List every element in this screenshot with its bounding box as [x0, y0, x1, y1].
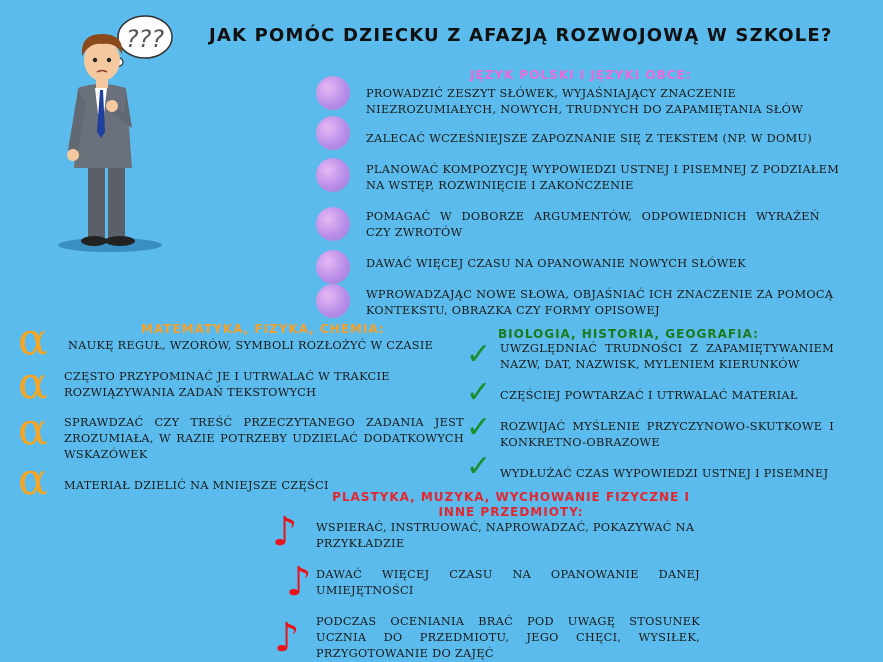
purple-circle-icon: [316, 250, 350, 284]
arts-item-3: PODCZAS OCENIANIA BRAĆ POD UWAGĘ STOSUNEK UCZNIA DO PRZEDMIOTU, JEGO CHĘCI, WYSIŁEK, PRZYGOTOWANIE DO ZAJĘĆ: [316, 615, 700, 660]
languages-item-2: ZALECAĆ WCZEŚNIEJSZE ZAPOZNANIE SIĘ Z TEKSTEM (NP. W DOMU): [366, 132, 812, 145]
alpha-icon: α: [18, 314, 48, 365]
alpha-icon: α: [18, 358, 48, 409]
section-heading-sciences: MATEMATYKA, FIZYKA, CHEMIA:: [141, 322, 385, 336]
question-marks: ???: [125, 25, 165, 53]
purple-circle-icon: [316, 284, 350, 318]
humanities-item-2: CZĘŚCIEJ POWTARZAĆ I UTRWALAĆ MATERIAŁ: [500, 389, 798, 402]
purple-circle-icon: [316, 158, 350, 192]
languages-item-5: DAWAĆ WIĘCEJ CZASU NA OPANOWANIE NOWYCH SŁÓWEK: [366, 257, 746, 270]
music-note-icon: ♪: [272, 509, 298, 555]
thinking-boy-illustration: [52, 10, 182, 255]
section-heading-arts: PLASTYKA, MUZYKA, WYCHOWANIE FIZYCZNE I INNE PRZEDMIOTY:: [332, 490, 690, 519]
sciences-item-3: SPRAWDZAĆ CZY TREŚĆ PRZECZYTANEGO ZADANIA JEST ZROZUMIAŁA, W RAZIE POTRZEBY UDZIELAĆ DODATKOWYCH WSKAZÓWEK: [64, 416, 464, 461]
page-title: JAK POMÓC DZIECKU Z AFAZJĄ ROZWOJOWĄ W SZKOLE?: [209, 25, 833, 46]
music-note-icon: ♪: [286, 559, 312, 605]
checkmark-icon: ✓: [466, 375, 492, 410]
humanities-item-4: WYDŁUŻAĆ CZAS WYPOWIEDZI USTNEJ I PISEMNEJ: [500, 467, 829, 480]
purple-circle-icon: [316, 207, 350, 241]
alpha-icon: α: [18, 404, 48, 455]
languages-item-6: WPROWADZAJĄC NOWE SŁOWA, OBJAŚNIAĆ ICH ZNACZENIE ZA POMOCĄ KONTEKSTU, OBRAZKA CZY FORMY OPISOWEJ: [366, 288, 834, 317]
arts-item-2: DAWAĆ WIĘCEJ CZASU NA OPANOWANIE DANEJ UMIEJĘTNOŚCI: [316, 568, 700, 597]
purple-circle-icon: [316, 116, 350, 150]
languages-item-3: PLANOWAĆ KOMPOZYCJĘ WYPOWIEDZI USTNEJ I PISEMNEJ Z PODZIAŁEM NA WSTĘP, ROZWINIĘCIE I ZAKOŃCZENIE: [366, 163, 840, 192]
sciences-item-2: CZĘSTO PRZYPOMINAĆ JE I UTRWALAĆ W TRAKCIE ROZWIĄZYWANIA ZADAŃ TEKSTOWYCH: [64, 370, 390, 399]
languages-item-1: PROWADZIĆ ZESZYT SŁÓWEK, WYJAŚNIAJĄCY ZNACZENIE NIEZROZUMIAŁYCH, NOWYCH, TRUDNYCH DO ZAPAMIĘTANIA SŁÓW: [366, 87, 804, 116]
sciences-item-4: MATERIAŁ DZIELIĆ NA MNIEJSZE CZĘŚCI: [64, 479, 329, 492]
arts-item-1: WSPIERAĆ, INSTRUOWAĆ, NAPROWADZAĆ, POKAZYWAĆ NA PRZYKŁADZIE: [316, 521, 695, 550]
section-heading-humanities: BIOLOGIA, HISTORIA, GEOGRAFIA:: [498, 327, 759, 341]
alpha-icon: α: [18, 454, 48, 505]
checkmark-icon: ✓: [466, 337, 492, 372]
music-note-icon: ♪: [274, 615, 300, 661]
humanities-item-3: ROZWIJAĆ MYŚLENIE PRZYCZYNOWO-SKUTKOWE I KONKRETNO-OBRAZOWE: [500, 420, 834, 449]
languages-item-4: POMAGAĆ W DOBORZE ARGUMENTÓW, ODPOWIEDNICH WYRAŻEŃ CZY ZWROTÓW: [366, 210, 820, 239]
checkmark-icon: ✓: [466, 449, 492, 484]
purple-circle-icon: [316, 76, 350, 110]
sciences-item-1: NAUKĘ REGUŁ, WZORÓW, SYMBOLI ROZŁOŻYĆ W CZASIE: [68, 339, 434, 352]
humanities-item-1: UWZGLĘDNIAĆ TRUDNOŚCI Z ZAPAMIĘTYWANIEM NAZW, DAT, NAZWISK, MYLENIEM KIERUNKÓW: [500, 342, 834, 371]
section-heading-languages: JĘZYK POLSKI I JĘZYKI OBCE:: [470, 68, 692, 82]
checkmark-icon: ✓: [466, 410, 492, 445]
